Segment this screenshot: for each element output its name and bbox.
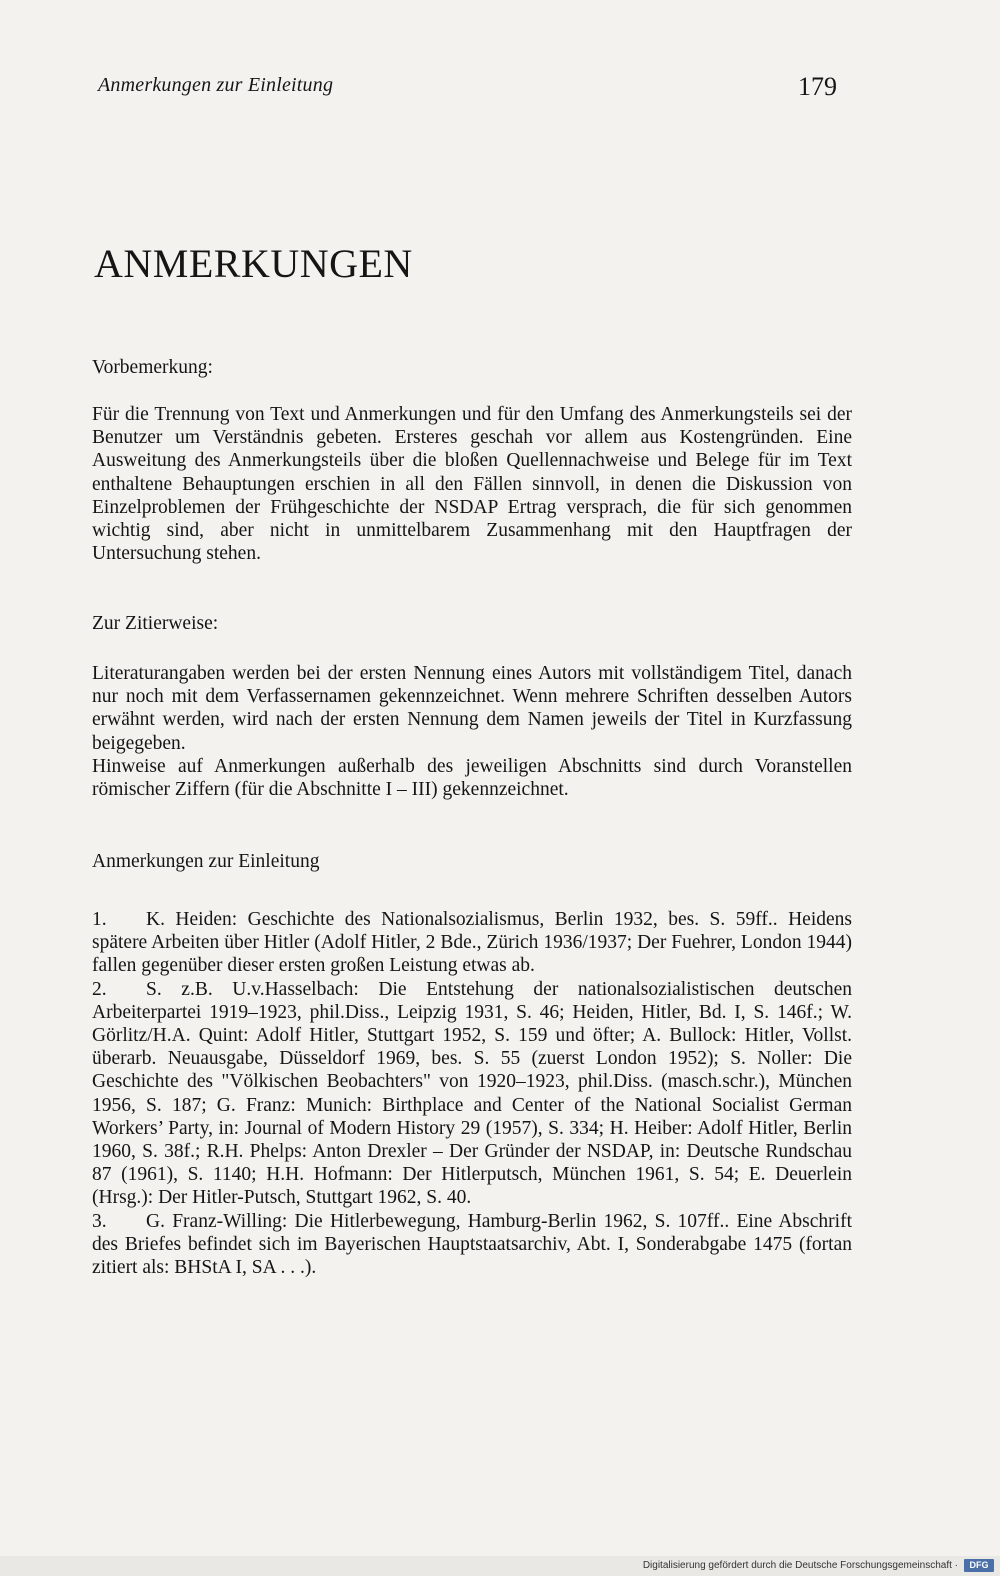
footer-bar [0,1556,1000,1576]
preface-label: Vorbemerkung: [92,357,213,378]
dfg-logo-icon: DFG [964,1559,994,1572]
notes-label: Anmerkungen zur Einleitung [92,851,320,872]
note-item [92,1210,852,1280]
preface-paragraph: Für die Trennung von Text und Anmerkungen und für den Umfang des Anmerkungsteils sei der Benutzer um Verständnis gebeten. Ersteres geschah vor allem aus Kostengründen. Eine Ausweitung des Anmerkungsteils über die bloßen Quellennachweise und Belege für im Text enthaltene Behauptungen erschien in all den Fällen sinnvoll, in denen die Diskussion von Einzelproblemen der Frühgeschichte der NSDAP Ertrag versprach, die für sich genommen wichtig sind, aber nicht in unmittelbarem Zusammenhang mit den Hauptfragen der Untersuchung stehen. [92,404,852,565]
preface-paragraph-block [92,403,852,565]
notes-list [92,908,852,1279]
page-number: 179 [798,72,837,101]
page-title: ANMERKUNGEN [94,241,413,286]
note-text: S. z.B. U.v.Hasselbach: Die Entstehung der nationalsozialistischen deutschen Arbeiterpartei 1919–1923, phil.Diss., Leipzig 1931, S. 46; Heiden, Hitler, Bd. I, S. 146f.; W. Görlitz/H.A. Quint: Adolf Hitler, Stuttgart 1952, S. 159 und öfter; A. Bullock: Hitler, Vollst. überarb. Neuausgabe, Düsseldorf 1969, bes. S. 55 (zuerst London 1952); S. Noller: Die Geschichte des "Völkischen Beobachters" von 1920–1923, phil.Diss. (masch.schr.), München 1956, S. 187; G. Franz: Munich: Birthplace and Center of the National Socialist German Workers’ Party, in: Journal of Modern History 29 (1957), S. 334; H. Heiber: Adolf Hitler, Berlin 1960, S. 38f.; R.H. Phelps: Anton Drexler – Der Gründer der NSDAP, in: Deutsche Rundschau 87 (1961), S. 1140; H.H. Hofmann: Der Hitlerputsch, München 1961, S. 54; E. Deuerlein (Hrsg.): Der Hitler-Putsch, Stuttgart 1962, S. 40. [92,978,852,1209]
citation-paragraph-block [92,662,852,801]
citation-section [92,612,852,635]
note-item [92,908,852,978]
note-text: K. Heiden: Geschichte des Nationalsozialismus, Berlin 1932, bes. S. 59ff.. Heidens spätere Arbeiten über Hitler (Adolf Hitler, 2 Bde., Zürich 1936/1937; Der Fuehrer, London 1944) fallen gegenüber dieser ersten großen Leistung etwas ab. [92,909,852,977]
preface-section [92,356,852,379]
notes-section [92,850,852,873]
note-item [92,978,852,1210]
running-head: Anmerkungen zur Einleitung [98,74,334,96]
note-number: 3. [92,1210,107,1232]
note-text: G. Franz-Willing: Die Hitlerbewegung, Hamburg-Berlin 1962, S. 107ff.. Eine Abschrift des Briefes befindet sich im Bayerischen Hauptstaatsarchiv, Abt. I, Sonderabgabe 1475 (fortan zitiert als: BHStA I, SA . . .). [92,1210,852,1279]
note-number: 2. [92,978,107,1000]
footer-credit: Digitalisierung gefördert durch die Deutsche Forschungsgemeinschaft · [642,1560,958,1571]
note-number: 1. [92,909,107,930]
citation-paragraph: Literaturangaben werden bei der ersten Nennung eines Autors mit vollständigem Titel, danach nur noch mit dem Verfassernamen gekennzeichnet. Wenn mehrere Schriften desselben Autors erwähnt werden, wird nach der ersten Nennung dem Namen jeweils der Titel in Kurzfassung beigegeben. [92,663,852,754]
citation-label: Zur Zitierweise: [92,613,219,634]
citation-paragraph-2: Hinweise auf Anmerkungen außerhalb des jeweiligen Abschnitts sind durch Voranstellen römischer Ziffern (für die Abschnitte I – III) gekennzeichnet. [92,755,852,801]
